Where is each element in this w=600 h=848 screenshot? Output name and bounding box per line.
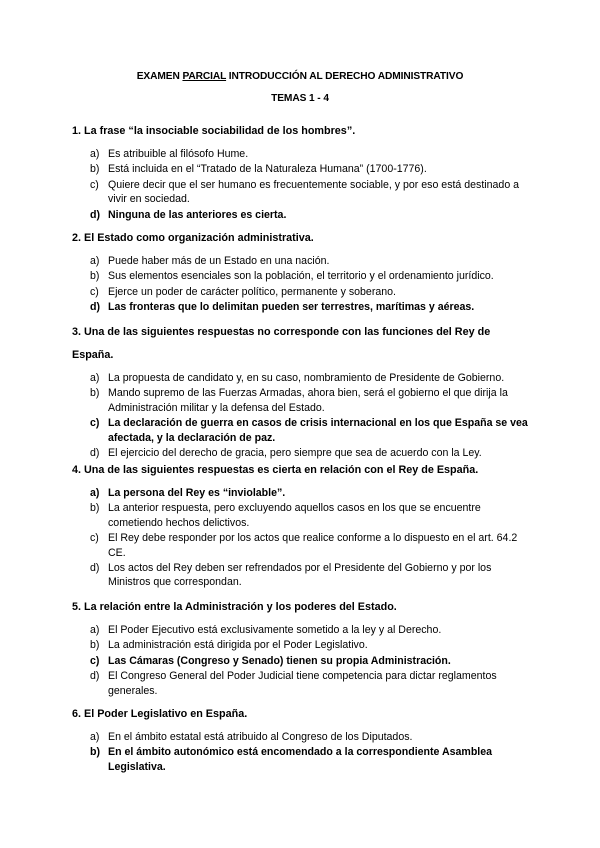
question-4 xyxy=(72,461,532,591)
option-a: a) Es atribuible al filósofo Hume. xyxy=(90,148,249,160)
exam-subtitle: TEMAS 1 - 4 xyxy=(271,93,329,104)
option-b: b) Sus elementos esenciales son la población, el territorio y el ordenamiento jurídico. xyxy=(90,270,494,283)
option-d: d) Ninguna de las anteriores es cierta. xyxy=(90,208,287,221)
option-d: d) Los actos del Rey deben ser refrendados por el Presidente del Gobierno y por los Ministros que correspondan. xyxy=(90,562,492,589)
question-1 xyxy=(72,122,532,223)
option-a: a) En el ámbito estatal está atribuido al Congreso de los Diputados. xyxy=(90,731,413,743)
option-d: d) El ejercicio del derecho de gracia, pero siempre que sea de acuerdo con la Ley. xyxy=(90,447,482,460)
question-2 xyxy=(72,229,532,316)
option-a: a) La propuesta de candidato y, en su caso, nombramiento de Presidente de Gobierno. xyxy=(90,372,505,384)
option-a: a) Puede haber más de un Estado en una nación. xyxy=(90,255,330,267)
question-title: 2. El Estado como organización administrativa. xyxy=(72,232,314,244)
option-c: c) Las Cámaras (Congreso y Senado) tienen su propia Administración. xyxy=(90,654,451,667)
option-d: d) El Congreso General del Poder Judicial tiene competencia para dictar reglamentos generales. xyxy=(90,670,497,697)
option-b: b) Mando supremo de las Fuerzas Armadas, ahora bien, será el gobierno el que dirija la Administración militar y la defensa del Estado. xyxy=(90,387,508,414)
option-b: b) La administración está dirigida por el Poder Legislativo. xyxy=(90,639,368,652)
exam-title: EXAMEN PARCIAL INTRODUCCIÓN AL DERECHO ADMINISTRATIVO xyxy=(136,71,464,82)
option-b: b) Está incluida en el “Tratado de la Naturaleza Humana” (1700-1776). xyxy=(90,163,427,176)
question-title: 5. La relación entre la Administración y los poderes del Estado. xyxy=(72,601,397,613)
question-6 xyxy=(72,705,532,775)
option-b: b) La anterior respuesta, pero excluyendo aquellos casos en los que se encuentre cometiendo hechos delictivos. xyxy=(90,502,481,529)
question-5 xyxy=(72,598,532,699)
option-c: c) El Rey debe responder por los actos que realice conforme a lo dispuesto en el art. 64.2 CE. xyxy=(90,532,518,559)
question-title: 1. La frase “la insociable sociabilidad de los hombres”. xyxy=(72,125,356,137)
option-a: a) El Poder Ejecutivo está exclusivamente sometido a la ley y al Derecho. xyxy=(90,624,442,636)
option-c: c) La declaración de guerra en casos de crisis internacional en los que España se vea afectada, y la declaración de paz. xyxy=(90,417,528,444)
option-c: c) Ejerce un poder de carácter político, permanente y soberano. xyxy=(90,285,396,298)
question-title: 4. Una de las siguientes respuestas es cierta en relación con el Rey de España. xyxy=(72,464,479,476)
option-d: d) Las fronteras que lo delimitan pueden ser terrestres, marítimas y aéreas. xyxy=(90,301,475,314)
question-title: 6. El Poder Legislativo en España. xyxy=(72,708,248,720)
question-title: 3. Una de las siguientes respuestas no corresponde con las funciones del Rey de España. xyxy=(72,326,491,361)
option-c: c) Quiere decir que el ser humano es frecuentemente sociable, y por eso está destinado a vivir en sociedad. xyxy=(90,178,520,206)
question-3 xyxy=(72,321,532,461)
option-a: a) La persona del Rey es “inviolable”. xyxy=(90,487,286,499)
option-b: b) En el ámbito autonómico está encomendado a la correspondiente Asamblea Legislativa. xyxy=(90,746,493,773)
title-underlined-word: PARCIAL xyxy=(182,71,227,82)
